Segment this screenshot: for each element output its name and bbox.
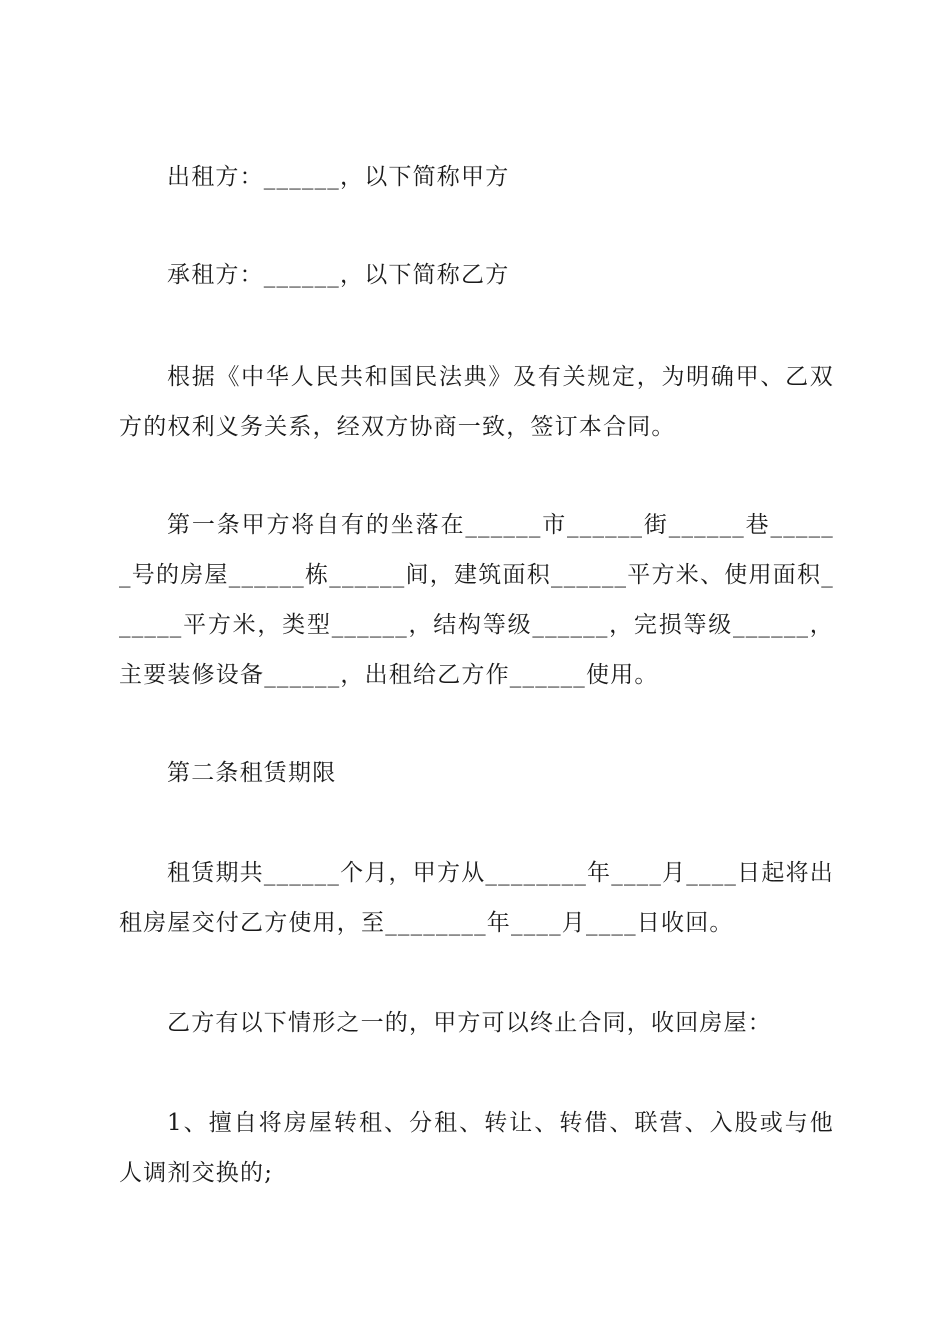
article-two-heading: 第二条租赁期限 xyxy=(167,760,337,786)
preamble-paragraph: 根据《中华人民共和国民法典》及有关规定，为明确甲、乙双方的权利义务关系，经双方协商一致，签订本合同。 xyxy=(119,364,834,440)
lessee-line: 承租方：______，以下简称乙方 xyxy=(167,262,510,288)
lease-term-paragraph: 租赁期共______个月，甲方从________年____月____日起将出租房屋交付乙方使用，至________年____月____日收回。 xyxy=(119,860,834,936)
article-one-paragraph: 第一条甲方将自有的坐落在______市______街______巷______号的房屋______栋______间，建筑面积______平方米、使用面积______平方米，类型______，结构等级______，完损等级______，主要装修设备______，出租给乙方作______使用。 xyxy=(119,512,834,688)
condition-item-1: 1、擅自将房屋转租、分租、转让、转借、联营、入股或与他人调剂交换的; xyxy=(119,1110,834,1186)
termination-conditions-paragraph: 乙方有以下情形之一的，甲方可以终止合同，收回房屋： xyxy=(167,1010,772,1036)
lessor-line: 出租方：______，以下简称甲方 xyxy=(167,164,510,190)
